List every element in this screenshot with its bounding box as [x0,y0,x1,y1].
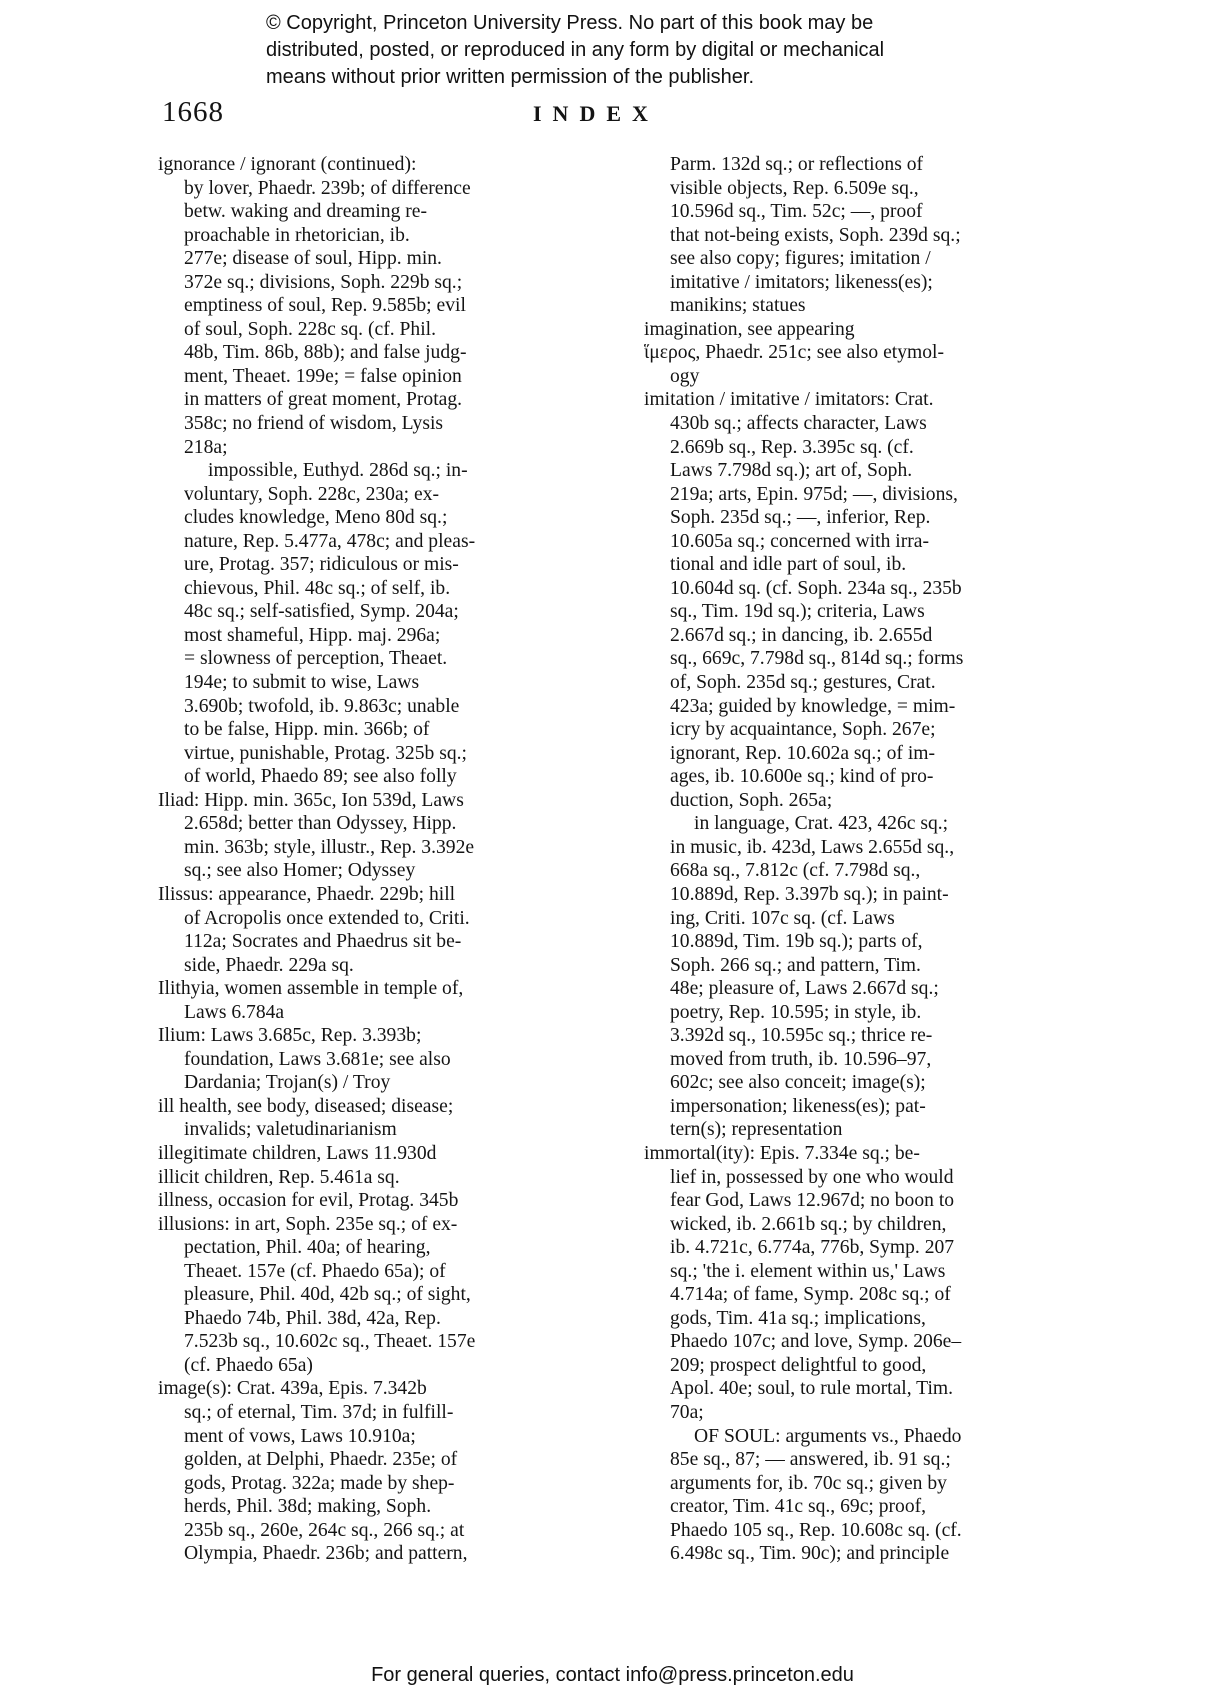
index-line: in music, ib. 423d, Laws 2.655d sq., [670,836,955,858]
index-line: gods, Tim. 41a sq.; implications, [670,1307,926,1329]
index-line: 358c; no friend of wisdom, Lysis [184,413,444,435]
index-line: 209; prospect delightful to good, [670,1354,927,1376]
index-line: creator, Tim. 41c sq., 69c; proof, [670,1496,927,1518]
copyright-line: distributed, posted, or reproduced in any form by digital or mechanical [266,39,885,61]
index-line: icry by acquaintance, Soph. 267e; [670,719,936,741]
index-line: ill health, see body, diseased; disease; [158,1095,454,1117]
index-line: 2.669b sq., Rep. 3.395c sq. (cf. [670,436,914,458]
index-line: imitative / imitators; likeness(es); [670,271,933,293]
index-line: proachable in rhetorician, ib. [184,224,410,246]
index-line: Parm. 132d sq.; or reflections of [670,154,924,175]
index-line: 2.667d sq.; in dancing, ib. 2.655d [670,624,933,646]
index-line: moved from truth, ib. 10.596–97, [670,1048,932,1070]
footer-contact: For general queries, contact info@press.princeton.edu [371,1664,854,1686]
index-line: illegitimate children, Laws 11.930d [158,1142,437,1164]
index-line: 48e; pleasure of, Laws 2.667d sq.; [670,978,939,1000]
index-line: 218a; [184,436,228,458]
index-line: pectation, Phil. 40a; of hearing, [184,1237,431,1259]
copyright-line: means without prior written permission of the publisher. [266,66,755,88]
index-line: immortal(ity): Epis. 7.334e sq.; be- [644,1142,920,1164]
index-line: in language, Crat. 423, 426c sq.; [694,813,949,835]
index-line: fear God, Laws 12.967d; no boon to [670,1190,955,1212]
index-line: wicked, ib. 2.661b sq.; by children, [670,1213,947,1235]
index-line: impossible, Euthyd. 286d sq.; in- [208,460,468,482]
index-line: Apol. 40e; soul, to rule mortal, Tim. [670,1378,954,1400]
index-line: 6.498c sq., Tim. 90c); and principle [670,1543,950,1565]
index-line: Ilium: Laws 3.685c, Rep. 3.393b; [158,1025,422,1047]
index-line: ages, ib. 10.600e sq.; kind of pro- [670,766,934,788]
index-line: 112a; Socrates and Phaedrus sit be- [184,931,462,953]
index-line: 219a; arts, Epin. 975d; —, divisions, [670,483,958,505]
index-line: ing, Criti. 107c sq. (cf. Laws [670,907,895,929]
index-line: 10.605a sq.; concerned with irra- [670,530,929,552]
index-line: 430b sq.; affects character, Laws [670,413,927,435]
index-line: 602c; see also conceit; image(s); [670,1072,926,1094]
index-line: sq.; 'the i. element within us,' Laws [670,1260,946,1282]
index-line: invalids; valetudinarianism [184,1119,397,1141]
index-line: Olympia, Phaedr. 236b; and pattern, [184,1543,468,1565]
index-line: 48c sq.; self-satisfied, Symp. 204a; [184,601,459,623]
index-column-right [644,153,1100,1566]
index-line: ogy [670,365,700,387]
index-line: (cf. Phaedo 65a) [184,1354,313,1376]
index-line: imagination, see appearing [644,318,855,340]
index-line: illness, occasion for evil, Protag. 345b [158,1190,459,1212]
index-line: ib. 4.721c, 6.774a, 776b, Symp. 207 [670,1237,955,1259]
index-line: Phaedo 107c; and love, Symp. 206e– [670,1331,962,1353]
index-line: 70a; [670,1401,704,1423]
index-line: sq., 669c, 7.798d sq., 814d sq.; forms [670,648,964,670]
index-line: sq., Tim. 19d sq.); criteria, Laws [670,601,925,623]
index-line: 10.889d, Tim. 19b sq.); parts of, [670,931,923,953]
index-line: 10.596d sq., Tim. 52c; —, proof [670,201,923,223]
index-line: virtue, punishable, Protag. 325b sq.; [184,742,467,764]
index-line: Ilissus: appearance, Phaedr. 229b; hill [158,883,456,905]
index-line: 235b sq., 260e, 264c sq., 266 sq.; at [184,1519,465,1541]
index-line: golden, at Delphi, Phaedr. 235e; of [184,1449,458,1471]
index-line: 3.392d sq., 10.595c sq.; thrice re- [670,1025,933,1047]
index-line: 85e sq., 87; — answered, ib. 91 sq.; [670,1449,951,1471]
index-line: nature, Rep. 5.477a, 478c; and pleas- [184,530,476,552]
index-line: 423a; guided by knowledge, = mim- [670,695,956,717]
index-line: illicit children, Rep. 5.461a sq. [158,1166,400,1188]
index-line: poetry, Rep. 10.595; in style, ib. [670,1001,922,1023]
index-line: emptiness of soul, Rep. 9.585b; evil [184,295,466,317]
index-line: ignorance / ignorant (continued): [158,154,417,175]
index-line: Soph. 235d sq.; —, inferior, Rep. [670,507,931,529]
index-line: Iliad: Hipp. min. 365c, Ion 539d, Laws [158,789,464,811]
index-line: 10.604d sq. (cf. Soph. 234a sq., 235b [670,577,962,599]
index-line: OF SOUL: arguments vs., Phaedo [694,1425,962,1447]
index-line: 7.523b sq., 10.602c sq., Theaet. 157e [184,1331,476,1353]
index-line: 3.690b; twofold, ib. 9.863c; unable [184,695,460,717]
index-line: by lover, Phaedr. 239b; of difference [184,177,471,199]
index-line: in matters of great moment, Protag. [184,389,463,411]
index-line: cludes knowledge, Meno 80d sq.; [184,507,448,529]
index-line: tional and idle part of soul, ib. [670,554,907,576]
index-line: duction, Soph. 265a; [670,789,833,811]
index-column-left [158,153,610,1566]
running-head: INDEX [533,101,659,126]
index-line: of Acropolis once extended to, Criti. [184,907,470,929]
index-line: that not-being exists, Soph. 239d sq.; [670,224,961,246]
index-line: Laws 7.798d sq.); art of, Soph. [670,460,913,482]
copyright-notice [266,10,1006,91]
index-line: Phaedo 105 sq., Rep. 10.608c sq. (cf. [670,1519,962,1541]
index-line: herds, Phil. 38d; making, Soph. [184,1496,432,1518]
index-line: 10.889d, Rep. 3.397b sq.); in paint- [670,883,949,905]
index-line: tern(s); representation [670,1119,843,1141]
index-line: 194e; to submit to wise, Laws [184,672,420,694]
copyright-line: © Copyright, Princeton University Press. No part of this book may be [266,12,874,34]
index-line: manikins; statues [670,295,806,317]
index-line: 372e sq.; divisions, Soph. 229b sq.; [184,271,463,293]
index-line: ure, Protag. 357; ridiculous or mis- [184,554,459,576]
index-line: ἵμερος, Phaedr. 251c; see also etymol- [644,342,945,364]
index-line: min. 363b; style, illustr., Rep. 3.392e [184,836,475,858]
index-line: pleasure, Phil. 40d, 42b sq.; of sight, [184,1284,471,1306]
index-line: ment, Theaet. 199e; = false opinion [184,365,462,387]
index-line: Phaedo 74b, Phil. 38d, 42a, Rep. [184,1307,441,1329]
index-line: ment of vows, Laws 10.910a; [184,1425,416,1447]
index-line: Soph. 266 sq.; and pattern, Tim. [670,954,921,976]
index-line: most shameful, Hipp. maj. 296a; [184,624,441,646]
index-line: Dardania; Trojan(s) / Troy [184,1072,391,1094]
index-line: of, Soph. 235d sq.; gestures, Crat. [670,672,936,694]
index-line: side, Phaedr. 229a sq. [184,954,354,976]
index-line: imitation / imitative / imitators: Crat. [644,389,934,411]
index-line: chievous, Phil. 48c sq.; of self, ib. [184,577,451,599]
index-line: arguments for, ib. 70c sq.; given by [670,1472,947,1494]
index-line: 4.714a; of fame, Symp. 208c sq.; of [670,1284,951,1306]
index-line: Theaet. 157e (cf. Phaedo 65a); of [184,1260,446,1282]
index-line: sq.; of eternal, Tim. 37d; in fulfill- [184,1401,454,1423]
index-line: image(s): Crat. 439a, Epis. 7.342b [158,1378,427,1400]
index-line: visible objects, Rep. 6.509e sq., [670,177,919,199]
index-line: of world, Phaedo 89; see also folly [184,766,457,788]
page-number: 1668 [162,96,224,128]
index-line: gods, Protag. 322a; made by shep- [184,1472,455,1494]
index-line: illusions: in art, Soph. 235e sq.; of ex- [158,1213,458,1235]
index-line: Ilithyia, women assemble in temple of, [158,978,464,1000]
index-line: 277e; disease of soul, Hipp. min. [184,248,442,270]
index-line: betw. waking and dreaming re- [184,201,428,223]
index-line: see also copy; figures; imitation / [670,248,931,270]
index-line: Laws 6.784a [184,1001,285,1023]
index-line: ignorant, Rep. 10.602a sq.; of im- [670,742,936,764]
index-line: lief in, possessed by one who would [670,1166,954,1188]
index-line: foundation, Laws 3.681e; see also [184,1048,451,1070]
index-line: 2.658d; better than Odyssey, Hipp. [184,813,457,835]
index-line: of soul, Soph. 228c sq. (cf. Phil. [184,318,436,340]
index-line: = slowness of perception, Theaet. [184,648,448,670]
index-line: impersonation; likeness(es); pat- [670,1095,926,1117]
index-line: sq.; see also Homer; Odyssey [184,860,416,882]
index-line: 48b, Tim. 86b, 88b); and false judg- [184,342,467,364]
index-line: 668a sq., 7.812c (cf. 7.798d sq., [670,860,921,882]
index-line: voluntary, Soph. 228c, 230a; ex- [184,483,440,505]
index-line: to be false, Hipp. min. 366b; of [184,719,430,741]
